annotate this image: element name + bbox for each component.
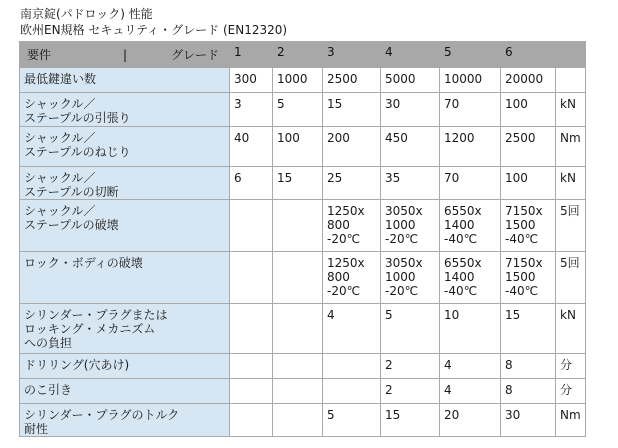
grade-value-cell (501, 304, 556, 354)
cell-line: 70 (444, 97, 460, 111)
cell-line: 1500 (505, 270, 536, 284)
grade-value-cell (501, 379, 556, 404)
grade-value-cell (440, 167, 501, 200)
grade-value-cell (273, 354, 323, 379)
grade-value-cell (440, 404, 501, 437)
grade-value-cell (323, 404, 381, 437)
grade-value-cell (230, 354, 273, 379)
grade-value-cell (230, 252, 273, 304)
grade-value-cell (440, 252, 501, 304)
row-label (20, 304, 230, 354)
cell-line: 15 (505, 308, 521, 322)
grade-value-cell (501, 404, 556, 437)
row-label-line: ドリリング(穴あけ) (24, 358, 130, 372)
unit-cell (556, 404, 586, 437)
grade-value-cell (440, 354, 501, 379)
row-label-line: 耐性 (24, 422, 49, 436)
grade-value-cell (501, 167, 556, 200)
table-row (20, 252, 586, 304)
cell-line: 1250x (327, 204, 365, 218)
row-label-line: ステープルの破壊 (24, 218, 119, 232)
grade-value-cell (381, 93, 440, 127)
cell-line: 8 (505, 383, 513, 397)
grade-value-cell (440, 200, 501, 252)
grade-value-cell (501, 127, 556, 167)
grade-value-cell (381, 304, 440, 354)
cell-line: 6550x (444, 256, 482, 270)
cell-line: Nm (560, 408, 581, 422)
header-separator: | (123, 48, 128, 62)
cell-line: -20℃ (385, 232, 419, 246)
cell-line: 5000 (385, 72, 416, 86)
grade-value-cell (323, 379, 381, 404)
cell-line: 2 (385, 383, 393, 397)
header-grade-1: 1 (230, 42, 273, 68)
cell-line: Nm (560, 131, 581, 145)
unit-cell (556, 68, 586, 93)
table-row (20, 68, 586, 93)
grade-value-cell (230, 404, 273, 437)
grade-value-cell (381, 404, 440, 437)
grade-value-cell (230, 127, 273, 167)
cell-line: 15 (277, 171, 293, 185)
header-requirement-label: 要件 (27, 48, 52, 62)
cell-line: kN (560, 308, 576, 322)
cell-line: 100 (505, 171, 528, 185)
cell-line: 5 (385, 308, 393, 322)
unit-cell (556, 200, 586, 252)
row-label (20, 127, 230, 167)
grade-value-cell (381, 127, 440, 167)
row-label-line: ステープルのねじり (24, 145, 131, 159)
row-label-line: シリンダー・プラグまたは (24, 308, 168, 322)
cell-line: 2500 (327, 72, 358, 86)
cell-line: 1250x (327, 256, 365, 270)
grade-value-cell (323, 354, 381, 379)
row-label (20, 252, 230, 304)
cell-line: 25 (327, 171, 343, 185)
cell-line: 2 (385, 358, 393, 372)
grade-value-cell (273, 200, 323, 252)
cell-line: 4 (444, 383, 452, 397)
unit-cell (556, 167, 586, 200)
grade-value-cell (230, 167, 273, 200)
cell-line: 7150x (505, 204, 543, 218)
grade-value-cell (273, 127, 323, 167)
cell-line: 4 (444, 358, 452, 372)
unit-cell (556, 252, 586, 304)
row-label-line: ステープルの切断 (24, 185, 119, 199)
row-label (20, 68, 230, 93)
cell-line: 3 (234, 97, 242, 111)
unit-cell (556, 304, 586, 354)
cell-line: 5 (277, 97, 285, 111)
cell-line: 1000 (277, 72, 308, 86)
cell-line: 6 (234, 171, 242, 185)
table-row (20, 93, 586, 127)
row-label-line: シャックル／ (24, 131, 96, 145)
header-requirement-grade (20, 42, 230, 68)
row-label-line: ステープルの引張り (24, 111, 131, 125)
page-title: 南京錠(パドロック) 性能 (20, 7, 153, 21)
grade-value-cell (501, 252, 556, 304)
cell-line: 15 (327, 97, 343, 111)
cell-line: -40℃ (444, 284, 478, 298)
row-label-line: ロッキング・メカニズム (24, 322, 156, 336)
header-row (20, 42, 586, 68)
table-row (20, 379, 586, 404)
cell-line: 1400 (444, 270, 475, 284)
grade-value-cell (230, 93, 273, 127)
cell-line: 100 (277, 131, 300, 145)
cell-line: 35 (385, 171, 401, 185)
cell-line: 7150x (505, 256, 543, 270)
cell-line: 1500 (505, 218, 536, 232)
cell-line: 1200 (444, 131, 475, 145)
grade-value-cell (381, 354, 440, 379)
grade-value-cell (230, 68, 273, 93)
cell-line: 300 (234, 72, 257, 86)
cell-line: 6550x (444, 204, 482, 218)
row-label-line: シャックル／ (24, 171, 96, 185)
cell-line: 分 (560, 383, 573, 397)
cell-line: 4 (327, 308, 335, 322)
row-label-line: シリンダー・プラグのトルク (24, 408, 180, 422)
grade-value-cell (323, 252, 381, 304)
page-subtitle: 欧州EN規格 セキュリティ・グレード (EN12320) (20, 23, 288, 37)
row-label (20, 404, 230, 437)
cell-line: -20℃ (327, 232, 361, 246)
table-row (20, 304, 586, 354)
grade-value-cell (440, 68, 501, 93)
grade-value-cell (381, 252, 440, 304)
cell-line: 8 (505, 358, 513, 372)
table-row (20, 200, 586, 252)
grade-value-cell (440, 379, 501, 404)
table-row (20, 167, 586, 200)
cell-line: 30 (505, 408, 521, 422)
unit-cell (556, 93, 586, 127)
cell-line: -20℃ (327, 284, 361, 298)
grade-value-cell (273, 93, 323, 127)
grade-value-cell (381, 379, 440, 404)
cell-line: -40℃ (505, 284, 539, 298)
table-row (20, 404, 586, 437)
cell-line: 15 (385, 408, 401, 422)
grade-value-cell (323, 127, 381, 167)
cell-line: 800 (327, 270, 350, 284)
grade-value-cell (440, 127, 501, 167)
security-grade-table (19, 41, 586, 437)
grade-value-cell (230, 304, 273, 354)
grade-value-cell (273, 404, 323, 437)
row-label (20, 200, 230, 252)
cell-line: 1000 (385, 218, 416, 232)
cell-line: -40℃ (505, 232, 539, 246)
cell-line: 2500 (505, 131, 536, 145)
cell-line: 200 (327, 131, 350, 145)
cell-line: kN (560, 97, 576, 111)
header-grade-label: グレード (170, 48, 219, 62)
cell-line: 5回 (560, 256, 580, 270)
header-grade-3: 3 (323, 42, 381, 68)
row-label-line: のこ引き (24, 383, 73, 397)
header-grade-6: 6 (501, 42, 556, 68)
cell-line: 5 (327, 408, 335, 422)
row-label-line: 最低鍵違い数 (24, 72, 97, 86)
cell-line: 分 (560, 358, 573, 372)
grade-value-cell (273, 252, 323, 304)
grade-value-cell (501, 93, 556, 127)
grade-value-cell (501, 68, 556, 93)
grade-value-cell (273, 304, 323, 354)
row-label (20, 379, 230, 404)
grade-value-cell (323, 93, 381, 127)
row-label-line: シャックル／ (24, 97, 96, 111)
cell-line: -40℃ (444, 232, 478, 246)
row-label (20, 354, 230, 379)
row-label (20, 167, 230, 200)
row-label-line: シャックル／ (24, 204, 96, 218)
grade-value-cell (323, 200, 381, 252)
grade-value-cell (273, 379, 323, 404)
grade-value-cell (323, 304, 381, 354)
grade-value-cell (381, 68, 440, 93)
grade-value-cell (273, 167, 323, 200)
cell-line: 20000 (505, 72, 544, 86)
cell-line: 5回 (560, 204, 580, 218)
row-label (20, 93, 230, 127)
grade-value-cell (323, 167, 381, 200)
grade-value-cell (323, 68, 381, 93)
cell-line: kN (560, 171, 576, 185)
grade-value-cell (381, 200, 440, 252)
grade-value-cell (381, 167, 440, 200)
cell-line: 30 (385, 97, 401, 111)
cell-line: 3050x (385, 204, 423, 218)
table-row (20, 354, 586, 379)
unit-cell (556, 354, 586, 379)
table-row (20, 127, 586, 167)
grade-value-cell (501, 354, 556, 379)
cell-line: 70 (444, 171, 460, 185)
cell-line: 20 (444, 408, 460, 422)
cell-line: 800 (327, 218, 350, 232)
cell-line: 10 (444, 308, 460, 322)
unit-cell (556, 127, 586, 167)
cell-line: -20℃ (385, 284, 419, 298)
grade-value-cell (501, 200, 556, 252)
cell-line: 10000 (444, 72, 483, 86)
grade-value-cell (230, 379, 273, 404)
cell-line: 3050x (385, 256, 423, 270)
row-label-line: ロック・ボディの破壊 (24, 256, 143, 270)
grade-value-cell (273, 68, 323, 93)
grade-value-cell (440, 304, 501, 354)
header-grade-5: 5 (440, 42, 501, 68)
header-grade-2: 2 (273, 42, 323, 68)
cell-line: 1000 (385, 270, 416, 284)
header-unit (556, 42, 586, 68)
grade-value-cell (230, 200, 273, 252)
cell-line: 100 (505, 97, 528, 111)
cell-line: 1400 (444, 218, 475, 232)
grade-value-cell (440, 93, 501, 127)
cell-line: 40 (234, 131, 250, 145)
row-label-line: への負担 (24, 336, 73, 350)
cell-line: 450 (385, 131, 408, 145)
unit-cell (556, 379, 586, 404)
header-grade-4: 4 (381, 42, 440, 68)
